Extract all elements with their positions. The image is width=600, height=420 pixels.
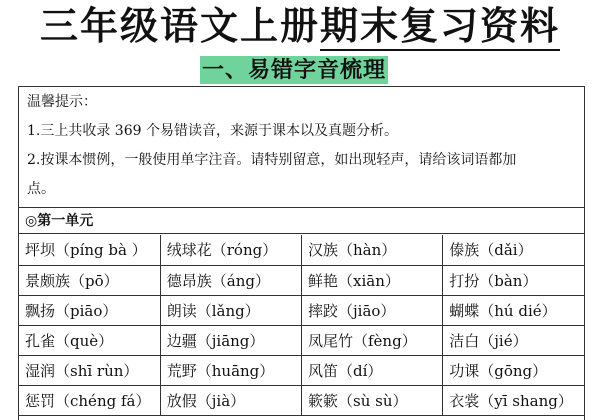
title-plain: 三年级语文上册 xyxy=(39,3,320,48)
table-row xyxy=(19,235,584,265)
word-cell: 洁白（jié） xyxy=(443,325,584,355)
word-cell: 汉族（hàn） xyxy=(302,235,443,265)
tip-line-1: 1.三上共收录 369 个易错读音，来源于课本以及真题分析。 xyxy=(27,123,398,139)
word-cell: 坪坝（píng bà ） xyxy=(19,235,160,265)
word-cell: 衣裳（yī shang） xyxy=(443,385,584,415)
word-cell: 德昂族（áng） xyxy=(160,265,301,295)
title-underlined: 期末复习资料 xyxy=(320,3,560,51)
word-cell: 飘扬（piāo） xyxy=(19,295,160,325)
word-cell: 放假（jià） xyxy=(160,385,301,415)
word-cell: 景颇族（pō） xyxy=(19,265,160,295)
word-cell: 湿润（shī rùn） xyxy=(19,355,160,385)
tip-line-2-cont: 点。 xyxy=(27,181,55,197)
word-cell: 蝴蝶（hú dié） xyxy=(443,295,584,325)
word-cell: 荒野（huāng） xyxy=(160,355,301,385)
section-title: 一、易错字音梳理 xyxy=(201,57,386,83)
word-cell: 惩罚（chéng fá） xyxy=(19,385,160,415)
word-table xyxy=(19,235,584,416)
word-cell: 打扮（bàn） xyxy=(443,265,584,295)
tip-line-2: 2.按课本惯例，一般使用单字注音。请特别留意，如出现轻声，请给该词语都加 xyxy=(27,152,517,168)
word-cell: 鲜艳（xiān） xyxy=(302,265,443,295)
table-row xyxy=(19,265,584,295)
table-row xyxy=(19,295,584,325)
content-box xyxy=(18,86,585,420)
table-row xyxy=(19,355,584,385)
word-cell: 边疆（jiāng） xyxy=(160,325,301,355)
word-cell: 凤尾竹（fèng） xyxy=(302,325,443,355)
word-cell: 绒球花（róng） xyxy=(160,235,301,265)
word-cell: 簌簌（sù sù） xyxy=(302,385,443,415)
word-cell: 傣族（dǎi） xyxy=(443,235,584,265)
table-row xyxy=(19,385,584,415)
word-cell: 朗读（lǎng） xyxy=(160,295,301,325)
word-cell: 孔雀（què） xyxy=(19,325,160,355)
word-cell: 功课（gōng） xyxy=(443,355,584,385)
tips-panel xyxy=(19,87,584,208)
table-row xyxy=(19,325,584,355)
word-cell: 摔跤（jiāo） xyxy=(302,295,443,325)
unit-title: ◎第一单元 xyxy=(19,208,584,234)
tips-heading: 温馨提示： xyxy=(27,94,97,110)
document-title xyxy=(0,2,600,52)
word-cell: 风笛（dí） xyxy=(302,355,443,385)
